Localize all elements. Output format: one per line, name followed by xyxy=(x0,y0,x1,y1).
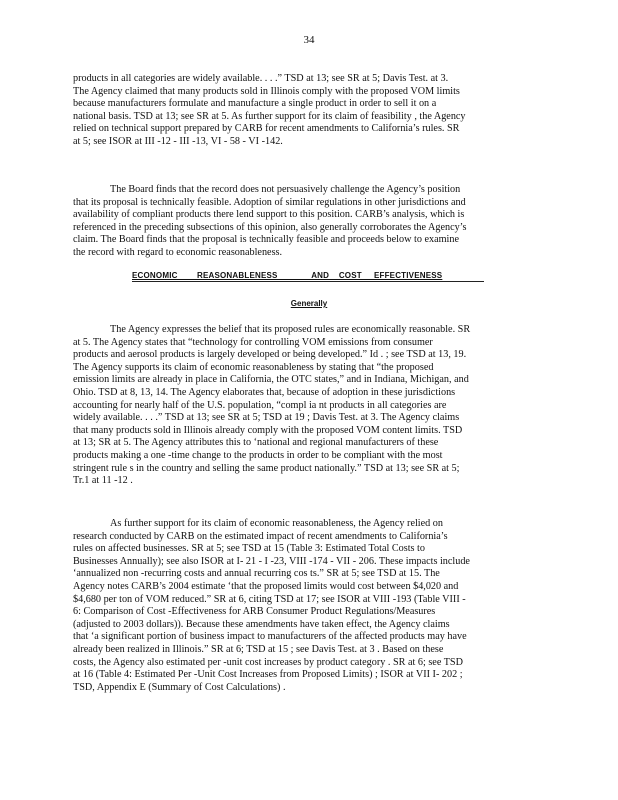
text-line: emission limits are already in place in California, the OTC states,” and in Indiana, Michigan, and xyxy=(73,374,469,386)
text-line: at 5; see ISOR at III -12 - III -13, VI - 58 - VI -142. xyxy=(73,135,283,147)
text-line: 6: Comparison of Cost -Effectiveness for ARB Consumer Product Regulations/Measures xyxy=(73,606,436,618)
text-line: referenced in the preceding subsections of this opinion, also generally corroborates the Agency’s xyxy=(73,221,467,233)
text-line: products and aerosol products is largely developed or being developed.” Id . ; see TSD at 13, 19. xyxy=(73,349,467,361)
text-line: products in all categories are widely available. . . .” TSD at 13; see SR at 5; Davis Test. at 3. xyxy=(73,73,449,84)
text-line: rules on affected businesses. SR at 5; see TSD at 15 (Table 3: Estimated Total Costs to xyxy=(73,543,425,555)
section-heading: ECONOMIC REASONABLENESS AND COST EFFECTIVENESS xyxy=(132,271,443,280)
text-line: widely available. . . .” TSD at 13; see SR at 5; TSD at 19 ; Davis Test. at 3. The Agency claims xyxy=(73,412,460,424)
text-line: at 13; SR at 5. The Agency attributes this to ‘national and regional manufacturers of these xyxy=(73,437,439,449)
text-line: TSD, Appendix E (Summary of Cost Calculations) . xyxy=(73,681,286,693)
text-line: already been realized in Illinois.” SR at 6; TSD at 15 ; see Davis Test. at 3 . Based on these xyxy=(73,643,444,655)
text-line: Ohio. TSD at 8, 13, 14. The Agency elaborates that, because of adoption in these jurisdictions xyxy=(73,386,456,398)
text-line: that its proposal is technically feasible. Adoption of similar regulations in other jurisdictions and xyxy=(73,196,466,208)
paragraph-agency-belief xyxy=(73,324,534,488)
text-line: at 16 (Table 4: Estimated Per -Unit Cost Increases from Proposed Limits) ; ISOR at VII I- 202 ; xyxy=(73,669,463,681)
text-line: (adjusted to 2003 dollars)). Because these amendments have taken effect, the Agency claims xyxy=(73,618,450,630)
text-line: relied on technical support prepared by CARB for recent amendments to California’s rules. SR xyxy=(73,123,460,135)
text-line: national basis. TSD at 13; see SR at 5. As further support for its claim of feasibility , the Agency xyxy=(73,110,466,122)
text-line: at 5. The Agency states that “technology for controlling VOM emissions from consumer xyxy=(73,336,433,348)
text-line: stringent rule s in the country and selling the same product nationally.” TSD at 13; see SR at 5; xyxy=(73,462,460,474)
text-line: Businesses Annually); see also ISOR at I- 21 - I -23, VIII -174 - VII - 206. These impacts include xyxy=(73,555,470,567)
text-line: The Board finds that the record does not persuasively challenge the Agency’s position xyxy=(110,184,461,195)
paragraph-board-finding xyxy=(73,184,534,260)
heading-underline xyxy=(132,281,484,282)
text-line: research conducted by CARB on the estimated impact of recent amendments to California’s xyxy=(73,530,448,542)
text-line: The Agency claimed that many products sold in Illinois comply with the proposed VOM limits xyxy=(73,85,460,97)
text-line: that ‘a significant portion of business impact to manufacturers of the affected products may have xyxy=(73,631,467,643)
paragraph-feasibility-support xyxy=(73,73,534,149)
text-line: availability of compliant products there lend support to this position. CARB’s analysis, which is xyxy=(73,209,465,221)
subsection-heading: Generally xyxy=(290,299,328,308)
text-line: costs, the Agency also estimated per -unit cost increases by product category . SR at 6; see TSD xyxy=(73,656,463,668)
page-number: 34 xyxy=(303,34,315,46)
text-line: Agency notes CARB’s 2004 estimate ‘that the proposed limits would cost between $4,020 and xyxy=(73,580,459,592)
text-line: that many products sold in Illinois already comply with the proposed VOM content limits. TSD xyxy=(73,424,463,436)
text-line: because manufacturers formulate and manufacture a single product in order to sell it on a xyxy=(73,98,437,110)
text-line: products making a one -time change to the products in order to be compliant with the most xyxy=(73,449,443,461)
text-line: ‘annualized non -recurring costs and annual recurring cos ts.” SR at 5; see TSD at 15. The xyxy=(73,568,440,580)
text-line: accounting for nearly half of the U.S. population, “compl ia nt products in all categories are xyxy=(73,399,447,411)
text-line: $4,680 per ton of VOM reduced.” SR at 6, citing TSD at 17; see ISOR at VIII -193 (Table VIII - xyxy=(73,593,466,605)
text-line: claim. The Board finds that the proposal is technically feasible and proceeds below to examine xyxy=(73,234,459,246)
text-line: The Agency supports its claim of economic reasonableness by stating that “the proposed xyxy=(73,361,434,373)
text-line: the record with regard to economic reasonableness. xyxy=(73,246,283,258)
text-line: The Agency expresses the belief that its proposed rules are economically reasonable. SR xyxy=(110,324,471,335)
text-line: Tr.1 at 11 -12 . xyxy=(73,475,133,487)
text-line: As further support for its claim of economic reasonableness, the Agency relied on xyxy=(110,518,443,529)
paragraph-carb-research xyxy=(73,518,534,694)
